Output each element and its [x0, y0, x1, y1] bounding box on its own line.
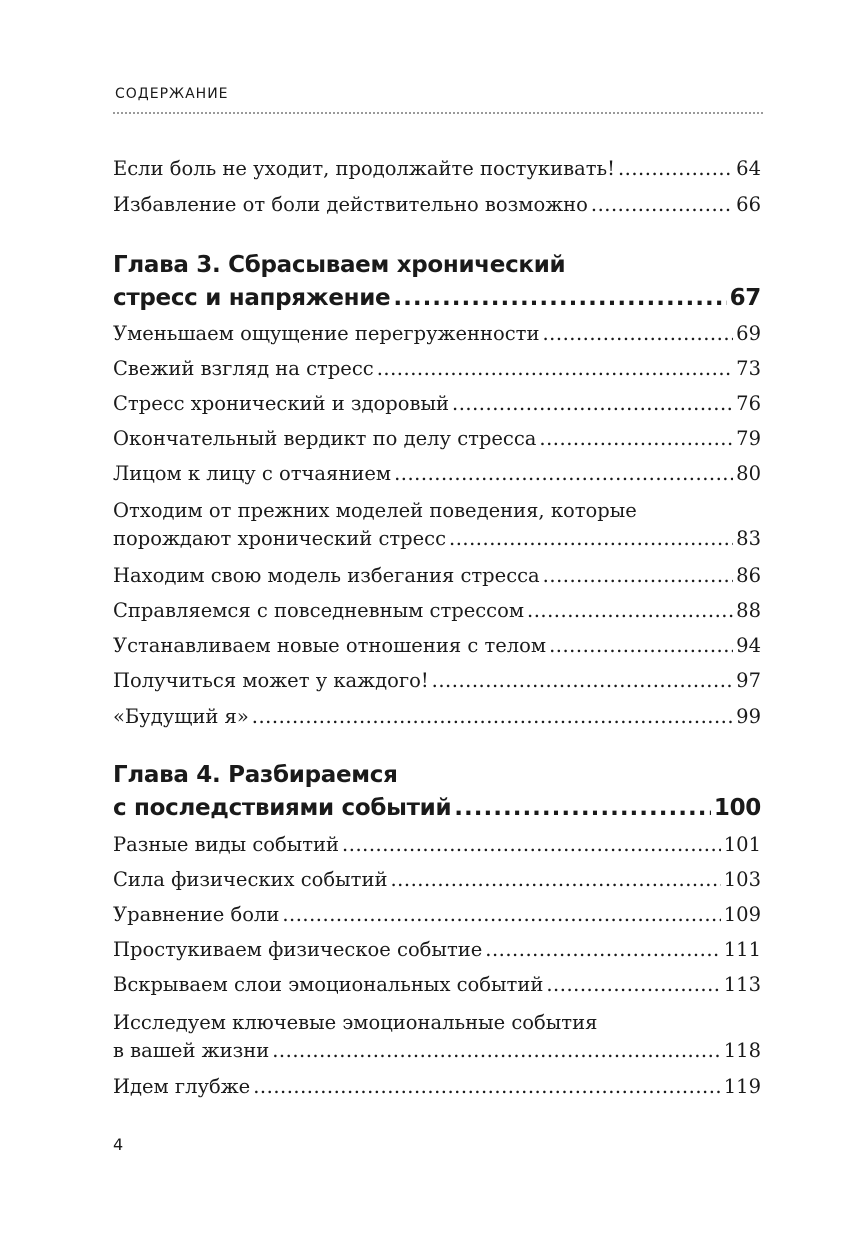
toc-entry-title: Избавление от боли действительно возможно: [113, 193, 588, 216]
toc-entry[interactable]: [113, 320, 761, 348]
chapter-3-title-line1[interactable]: Глава 3. Сбрасываем хронический: [113, 252, 566, 278]
toc-entry[interactable]: [113, 831, 761, 859]
dot-leader: [454, 793, 711, 823]
toc-entry-page: 73: [736, 357, 761, 380]
toc-entry-title: «Будущий я»: [113, 705, 249, 728]
toc-entry-title-line1[interactable]: Отходим от прежних моделей поведения, которые: [113, 499, 637, 522]
toc-entry-title: Простукиваем физическое событие: [113, 938, 483, 961]
toc-entry-page: 86: [736, 564, 761, 587]
toc-entry-title: Если боль не уходит, продолжайте постукивать!: [113, 157, 615, 180]
toc-entry-title: Свежий взгляд на стресс: [113, 357, 374, 380]
toc-entry-page: 83: [736, 527, 761, 550]
toc-entry-title: Уменьшаем ощущение перегруженности: [113, 322, 540, 345]
chapter-4-page: 100: [713, 795, 761, 821]
toc-entry[interactable]: [113, 1073, 761, 1101]
toc-entry-title: Получиться может у каждого!: [113, 669, 429, 692]
toc-entry-title: порождают хронический стресс: [113, 527, 447, 550]
toc-entry-title: Окончательный вердикт по делу стресса: [113, 427, 537, 450]
chapter-3-heading[interactable]: [113, 283, 761, 313]
toc-entry-title: в вашей жизни: [113, 1039, 270, 1062]
dot-leader: [282, 901, 720, 929]
toc-entry-title-line1[interactable]: Исследуем ключевые эмоциональные события: [113, 1011, 598, 1034]
dot-leader: [543, 562, 734, 590]
toc-entry-title: Справляемся с повседневным стрессом: [113, 599, 525, 622]
dot-leader: [449, 525, 733, 553]
dot-leader: [390, 866, 720, 894]
toc-entry-page: 64: [736, 157, 761, 180]
chapter-4-title-line1[interactable]: Глава 4. Разбираемся: [113, 762, 398, 788]
toc-entry[interactable]: [113, 390, 761, 418]
toc-entry-page: 109: [723, 903, 761, 926]
dot-leader: [252, 703, 733, 731]
toc-entry-page: 69: [736, 322, 761, 345]
toc-entry-page: 94: [736, 634, 761, 657]
dot-leader: [485, 936, 721, 964]
chapter-3-page: 67: [729, 285, 761, 311]
dot-leader: [549, 632, 733, 660]
toc-entry[interactable]: [113, 971, 761, 999]
toc-entry-title: Разные виды событий: [113, 833, 340, 856]
dot-leader: [618, 155, 733, 183]
chapter-4-heading[interactable]: [113, 793, 761, 823]
toc-entry-title: Находим свою модель избегания стресса: [113, 564, 540, 587]
toc-entry[interactable]: [113, 597, 761, 625]
toc-entry[interactable]: [113, 355, 761, 383]
toc-entry-page: 103: [723, 868, 761, 891]
toc-entry[interactable]: [113, 155, 761, 183]
dot-leader: [546, 971, 720, 999]
toc-entry[interactable]: [113, 460, 761, 488]
toc-entry[interactable]: [113, 901, 761, 929]
toc-entry[interactable]: [113, 667, 761, 695]
chapter-3-title-line2: стресс и напряжение: [113, 285, 391, 311]
toc-entry[interactable]: [113, 1037, 761, 1065]
toc-entry[interactable]: [113, 425, 761, 453]
toc-entry-page: 66: [736, 193, 761, 216]
toc-entry-page: 76: [736, 392, 761, 415]
toc-entry-title: Сила физических событий: [113, 868, 388, 891]
toc-entry-page: 99: [736, 705, 761, 728]
page-number: 4: [113, 1135, 124, 1154]
toc-entry-page: 118: [723, 1039, 761, 1062]
toc-entry-title: Уравнение боли: [113, 903, 280, 926]
toc-entry-page: 88: [736, 599, 761, 622]
dot-leader: [377, 355, 733, 383]
toc-entry[interactable]: [113, 191, 761, 219]
dot-leader: [394, 460, 733, 488]
toc-entry[interactable]: [113, 703, 761, 731]
toc-entry-page: 113: [723, 973, 761, 996]
dot-leader: [542, 320, 733, 348]
toc-entry[interactable]: [113, 866, 761, 894]
header-dotted-rule: [113, 112, 763, 114]
toc-entry[interactable]: [113, 632, 761, 660]
running-head: СОДЕРЖАНИЕ: [115, 86, 229, 102]
dot-leader: [272, 1037, 721, 1065]
toc-entry[interactable]: [113, 525, 761, 553]
toc-entry-title: Лицом к лицу с отчаянием: [113, 462, 392, 485]
toc-entry-title: Устанавливаем новые отношения с телом: [113, 634, 547, 657]
toc-entry-page: 119: [723, 1075, 761, 1098]
dot-leader: [452, 390, 733, 418]
toc-entry-page: 101: [723, 833, 761, 856]
dot-leader: [539, 425, 733, 453]
dot-leader: [342, 831, 721, 859]
toc-entry-page: 79: [736, 427, 761, 450]
toc-entry-page: 97: [736, 669, 761, 692]
toc-entry-title: Стресс хронический и здоровый: [113, 392, 450, 415]
toc-entry[interactable]: [113, 936, 761, 964]
toc-entry-title: Вскрываем слои эмоциональных событий: [113, 973, 544, 996]
dot-leader: [432, 667, 734, 695]
toc-entry-title: Идем глубже: [113, 1075, 251, 1098]
chapter-4-title-line2: с последствиями событий: [113, 795, 452, 821]
toc-entry[interactable]: [113, 562, 761, 590]
toc-entry-page: 80: [736, 462, 761, 485]
toc-entry-page: 111: [723, 938, 761, 961]
dot-leader: [591, 191, 733, 219]
dot-leader: [253, 1073, 721, 1101]
dot-leader: [393, 283, 726, 313]
dot-leader: [527, 597, 733, 625]
